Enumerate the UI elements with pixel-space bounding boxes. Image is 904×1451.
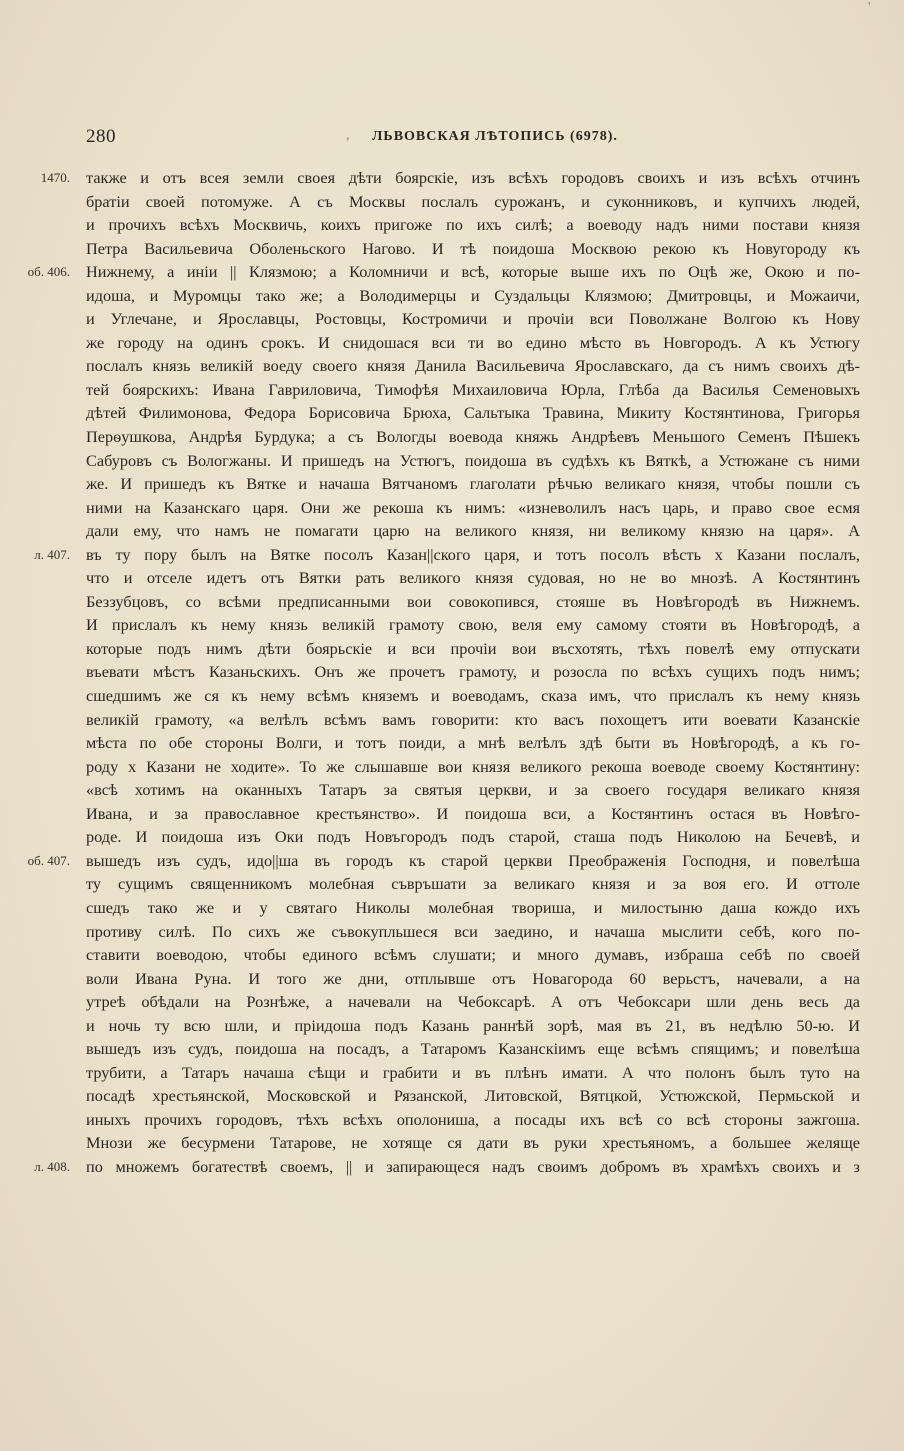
top-mark-1: ' — [868, 0, 871, 15]
line-text: что и отселе идетъ отъ Вятки рать великого князя судовая, но не во мнозѣ. А Костянтинъ — [86, 568, 860, 588]
text-line — [86, 331, 860, 355]
line-text: Петра Васильевича Оболеньского Нагово. И тѣ поидоша Москвою рекою къ Новугороду къ — [86, 238, 860, 258]
text-line — [86, 496, 860, 520]
text-line — [86, 778, 860, 802]
line-text: Ивана, и за православное крестьянство». И поидоша вси, а Костянтинъ остася въ Новѣго- — [86, 803, 860, 823]
text-line — [86, 401, 860, 425]
text-line — [86, 825, 860, 849]
text-line — [34, 1155, 860, 1179]
text-line — [27, 260, 860, 284]
text-line — [86, 731, 860, 755]
line-text: дѣтей Филимонова, Федора Борисовича Брюха, Сальтыка Травина, Микиту Костянтинова, Григорья — [86, 403, 860, 423]
margin-reference: 1470. — [40, 170, 70, 185]
line-text: ними на Казанскаго царя. Они же рекоша къ нимъ: «изневолилъ насъ царь, и право свое есмя — [86, 497, 860, 517]
line-text: Перѳушкова, Андрѣя Бурдука; а съ Вологды воевода княжь Андрѣевъ Меньшого Семенъ Пѣшекъ — [86, 427, 860, 447]
text-line — [86, 378, 860, 402]
line-text: мѣста по обе стороны Волги, и тотъ поиди, а мнѣ велѣлъ здѣ быти въ Новѣгородѣ, а къ го- — [86, 733, 860, 753]
text-line — [40, 166, 860, 190]
text-line — [86, 660, 860, 684]
text-line — [34, 543, 860, 567]
text-line — [86, 237, 860, 261]
text-line — [86, 213, 860, 237]
line-text: вышедъ изъ судъ, идо||ша въ городъ къ старой церкви Преображенія Господня, и повелѣша — [86, 850, 860, 870]
margin-reference: об. 406. — [27, 264, 70, 280]
text-line — [86, 1037, 860, 1061]
line-text: Беззубцовъ, со всѣми предписанными вои совокопився, стояше въ Новѣгородѣ въ Нижнемъ. — [86, 591, 860, 611]
text-line — [86, 943, 860, 967]
text-line — [86, 307, 860, 331]
margin-reference: л. 408. — [34, 1158, 70, 1174]
page-title: ЛЬВОВСКАЯ ЛѢТОПИСЬ (6978). — [372, 129, 618, 144]
text-line — [86, 872, 860, 896]
line-text: и Углечане, и Ярославцы, Ростовцы, Костромичи и прочіи вси Поволжане Волгою къ Нову — [86, 309, 860, 329]
text-line — [86, 519, 860, 543]
line-text: великій грамоту, «а велѣлъ всѣмъ вамъ говорити: кто васъ похощетъ ити воевати Казанскіе — [86, 709, 860, 729]
text-line — [86, 1084, 860, 1108]
text-line — [86, 967, 860, 991]
text-line — [86, 566, 860, 590]
text-line — [86, 755, 860, 779]
line-text: также и отъ всея земли своея дѣти боярскіе, изъ всѣхъ городовъ своихъ и изъ всѣхъ отчинъ — [86, 168, 860, 187]
line-text: «всѣ хотимъ на оканныхъ Татаръ за святыя церкви, и за своего государя великаго князя — [86, 780, 860, 800]
text-line — [86, 190, 860, 214]
line-text: въ ту пору былъ на Вятке посолъ Казан||ского царя, и тотъ посолъ вѣсть х Казани послалъ, — [86, 544, 860, 564]
text-line — [86, 684, 860, 708]
text-line — [86, 1108, 860, 1132]
page-number: 280 — [86, 126, 116, 147]
text-line — [86, 637, 860, 661]
line-text: роду х Казани не ходите». То же слышавше вои князя великого рекоша воеводе своему Костянтину: — [86, 756, 860, 776]
text-line — [86, 1014, 860, 1038]
line-text: сшедъ тако же и у святаго Николы молебная твориша, и милостыню даша кождо ихъ — [86, 897, 860, 917]
line-text: Мнози же бесурмени Татарове, не хотяще ся дати въ руки хрестьяномъ, а большее желяще — [86, 1133, 860, 1153]
line-text: противу силѣ. По сихъ же съвокупльшеся вси заедино, и начаша мыслити себѣ, кого по- — [86, 921, 860, 941]
line-text: И прислалъ къ нему князь великій грамоту свою, веля ему самому стояти въ Новѣгородѣ, а — [86, 615, 860, 635]
line-text: въевати мѣстъ Казаньскихъ. Онъ же прочетъ грамоту, и розосла по всѣхъ сущихъ подъ нимъ; — [86, 662, 860, 682]
text-line — [86, 425, 860, 449]
line-text: сшедшимъ же ся къ нему всѣмъ княземъ и воеводамъ, сказа имъ, что прислалъ къ нему князь — [86, 686, 860, 706]
line-text: ту сущимъ священникомъ молебная съвръшати за великаго князя и за воя его. И оттоле — [86, 874, 860, 894]
line-text: идоша, и Муромцы тако же; а Володимерцы и Суздальцы Клязмою; Дмитровцы, и Можаичи, — [86, 285, 860, 305]
text-line — [86, 990, 860, 1014]
text-line — [86, 449, 860, 473]
line-text: по множемъ богатествѣ своемъ, || и запирающеся надъ своимъ добромъ въ храмѣхъ своихъ и з — [86, 1156, 860, 1176]
line-text: вышедъ изъ судъ, поидоша на посадъ, а Татаромъ Казанскіимъ еще всѣмъ спящимъ; и повелѣша — [86, 1039, 860, 1059]
line-text: воли Ивана Руна. И того же дни, отплывше отъ Новагорода 60 верьстъ, начевали, а на — [86, 968, 860, 988]
text-line — [86, 354, 860, 378]
line-text: которые подъ нимъ дѣти боярьскіе и вси прочіи вои въсхотять, тѣхъ повелѣ ему отпускати — [86, 638, 860, 658]
margin-reference: об. 407. — [27, 852, 70, 868]
text-line — [86, 613, 860, 637]
top-mark-2: , — [346, 128, 350, 143]
line-text: же. И пришедъ къ Вятке и начаша Вятчаномъ глаголати рѣчью великаго князя, чтобы пошли съ — [86, 474, 860, 494]
line-text: утреѣ обѣдали на Рознѣже, а начевали на Чебоксарѣ. А отъ Чебоксари шли день весь да — [86, 992, 860, 1012]
body-text — [27, 166, 860, 1179]
line-text: посадѣ хрестьянской, Московской и Рязанской, Литовской, Вятцкой, Устюжской, Пермьской и — [86, 1086, 860, 1106]
text-line — [86, 802, 860, 826]
line-text: иныхъ прочихъ городовъ, тѣхъ всѣхъ ополониша, а посады ихъ всѣ со всѣ стороны зажгоша. — [86, 1109, 860, 1129]
text-line — [86, 1131, 860, 1155]
line-text: Сабуровъ съ Вологжаны. И пришедъ на Устюгъ, поидоша въ судѣхъ къ Вяткѣ, а Устюжане съ ними — [86, 450, 860, 470]
text-line — [27, 849, 860, 873]
text-line — [86, 708, 860, 732]
line-text: дали ему, что намъ не помагати царю на великого князя, ни великому князю на царя». А — [86, 521, 860, 541]
line-text: трубити, а Татаръ начаша сѣщи и грабити и въ плѣнъ имати. А что полонъ былъ туто на — [86, 1062, 860, 1082]
text-line — [86, 472, 860, 496]
line-text: братіи своей потомуже. А съ Москвы послалъ сурожанъ, и суконниковъ, и купчихъ людей, — [86, 191, 860, 211]
line-text: тей боярскихъ: Ивана Гавриловича, Тимофѣя Михаиловича Юрла, Глѣба да Василья Семеновыхъ — [86, 379, 860, 399]
text-line — [86, 896, 860, 920]
text-line — [86, 284, 860, 308]
text-line — [86, 590, 860, 614]
text-line — [86, 920, 860, 944]
line-text: Нижнему, а инiи || Клязмою; а Коломничи и всѣ, которые выше ихъ по Оцѣ же, Окою и по- — [86, 262, 860, 282]
line-text: послалъ князь великій воеду своего князя Данила Васильевича Ярославскаго, да съ нимъ своихъ дѣ- — [86, 356, 860, 376]
running-head — [86, 126, 860, 156]
margin-reference: л. 407. — [34, 546, 70, 562]
line-text: же городу на одинъ срокъ. И снидошася вси ти во едино мѣсто въ Новгородъ. А къ Устюгу — [86, 332, 860, 352]
line-text: роде. И поидоша изъ Оки подъ Новъгородъ подъ старой, сташа подъ Николою на Бечевѣ, и — [86, 827, 860, 847]
line-text: ставити воеводою, чтобы единого всѣмъ слушати; и много думавъ, избраша себѣ по своей — [86, 945, 860, 965]
line-text: и прочихъ всѣхъ Москвичь, коихъ пригоже по ихъ силѣ; а воеводу надъ ними постави князя — [86, 215, 860, 235]
text-line — [86, 1061, 860, 1085]
line-text: и ночь ту всю шли, и пріидоша подъ Казань раннѣй зорѣ, мая въ 21, въ недѣлю 50-ю. И — [86, 1015, 860, 1035]
